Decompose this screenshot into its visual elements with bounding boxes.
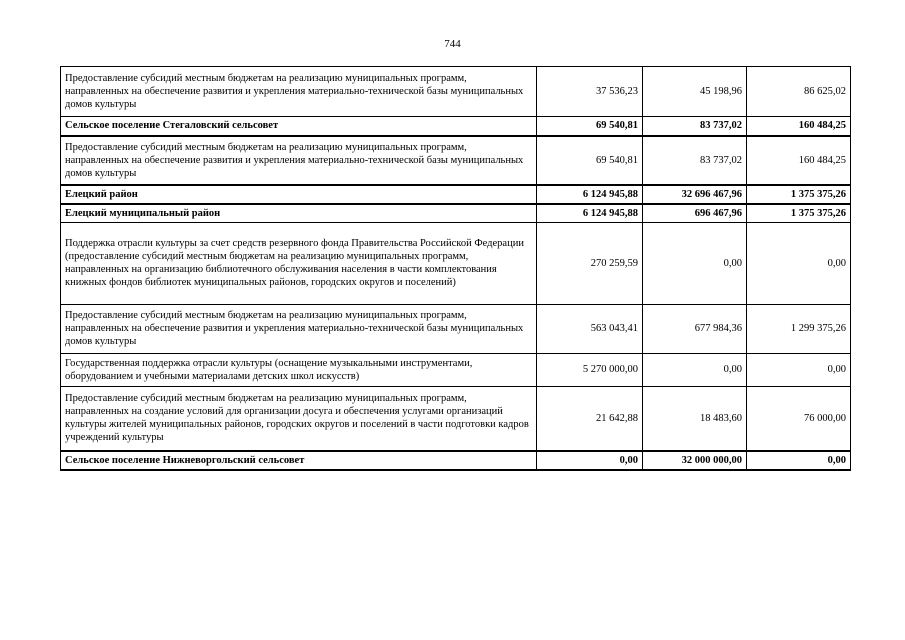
row-value-2: 0,00 bbox=[643, 353, 747, 386]
row-value-1: 563 043,41 bbox=[537, 304, 643, 353]
row-value-2: 0,00 bbox=[643, 222, 747, 304]
page-number: 744 bbox=[444, 38, 461, 50]
table-row bbox=[61, 204, 851, 223]
row-value-2: 45 198,96 bbox=[643, 67, 747, 117]
row-value-3: 1 375 375,26 bbox=[747, 185, 851, 204]
row-value-3: 0,00 bbox=[747, 353, 851, 386]
row-value-3: 1 299 375,26 bbox=[747, 304, 851, 353]
row-description: Поддержка отрасли культуры за счет средств резервного фонда Правительства Российской Федерации (предоставление субсидий местным бюджетам на реализацию муниципальных программ, направленных на организацию библиотечного обслуживания населения в части комплектования книжных фондов библиотек муниципальных районов, городских округов и поселений) bbox=[61, 222, 537, 304]
row-value-1: 270 259,59 bbox=[537, 222, 643, 304]
row-value-2: 32 000 000,00 bbox=[643, 451, 747, 470]
row-description: Государственная поддержка отрасли культуры (оснащение музыкальными инструментами, оборудованием и учебными материалами детских школ искусств) bbox=[61, 353, 537, 386]
row-value-1: 21 642,88 bbox=[537, 386, 643, 451]
row-value-3: 76 000,00 bbox=[747, 386, 851, 451]
row-description: Предоставление субсидий местным бюджетам на реализацию муниципальных программ, направленных на обеспечение развития и укрепления материально-технической базы муниципальных домов культуры bbox=[61, 136, 537, 185]
table-row bbox=[61, 353, 851, 386]
table-row bbox=[61, 222, 851, 304]
row-value-2: 83 737,02 bbox=[643, 117, 747, 136]
table-row bbox=[61, 185, 851, 204]
row-value-2: 83 737,02 bbox=[643, 136, 747, 185]
table-row bbox=[61, 451, 851, 470]
row-description: Сельское поселение Нижневоргольский сельсовет bbox=[61, 451, 537, 470]
row-value-1: 6 124 945,88 bbox=[537, 185, 643, 204]
row-value-1: 6 124 945,88 bbox=[537, 204, 643, 223]
row-value-1: 37 536,23 bbox=[537, 67, 643, 117]
row-value-1: 5 270 000,00 bbox=[537, 353, 643, 386]
row-value-2: 18 483,60 bbox=[643, 386, 747, 451]
row-value-3: 1 375 375,26 bbox=[747, 204, 851, 223]
table-row bbox=[61, 136, 851, 185]
row-description: Предоставление субсидий местным бюджетам на реализацию муниципальных программ, направленных на создание условий для организации досуга и обеспечения услугами организаций культуры жителей муниципальных районов, городских округов и поселений в части подготовки кадров учреждений культуры bbox=[61, 386, 537, 451]
row-value-1: 0,00 bbox=[537, 451, 643, 470]
row-value-3: 160 484,25 bbox=[747, 136, 851, 185]
row-description: Предоставление субсидий местным бюджетам на реализацию муниципальных программ, направленных на обеспечение развития и укрепления материально-технической базы муниципальных домов культуры bbox=[61, 304, 537, 353]
table-row bbox=[61, 117, 851, 136]
row-value-3: 0,00 bbox=[747, 451, 851, 470]
row-description: Елецкий муниципальный район bbox=[61, 204, 537, 223]
row-value-2: 696 467,96 bbox=[643, 204, 747, 223]
budget-table bbox=[60, 66, 851, 471]
row-value-1: 69 540,81 bbox=[537, 136, 643, 185]
row-description: Сельское поселение Стегаловский сельсовет bbox=[61, 117, 537, 136]
row-value-1: 69 540,81 bbox=[537, 117, 643, 136]
row-value-2: 32 696 467,96 bbox=[643, 185, 747, 204]
table-row bbox=[61, 386, 851, 451]
row-value-3: 0,00 bbox=[747, 222, 851, 304]
row-description: Предоставление субсидий местным бюджетам на реализацию муниципальных программ, направленных на обеспечение развития и укрепления материально-технической базы муниципальных домов культуры bbox=[61, 67, 537, 117]
row-value-2: 677 984,36 bbox=[643, 304, 747, 353]
row-value-3: 86 625,02 bbox=[747, 67, 851, 117]
table-row bbox=[61, 304, 851, 353]
table-row bbox=[61, 67, 851, 117]
row-value-3: 160 484,25 bbox=[747, 117, 851, 136]
row-description: Елецкий район bbox=[61, 185, 537, 204]
